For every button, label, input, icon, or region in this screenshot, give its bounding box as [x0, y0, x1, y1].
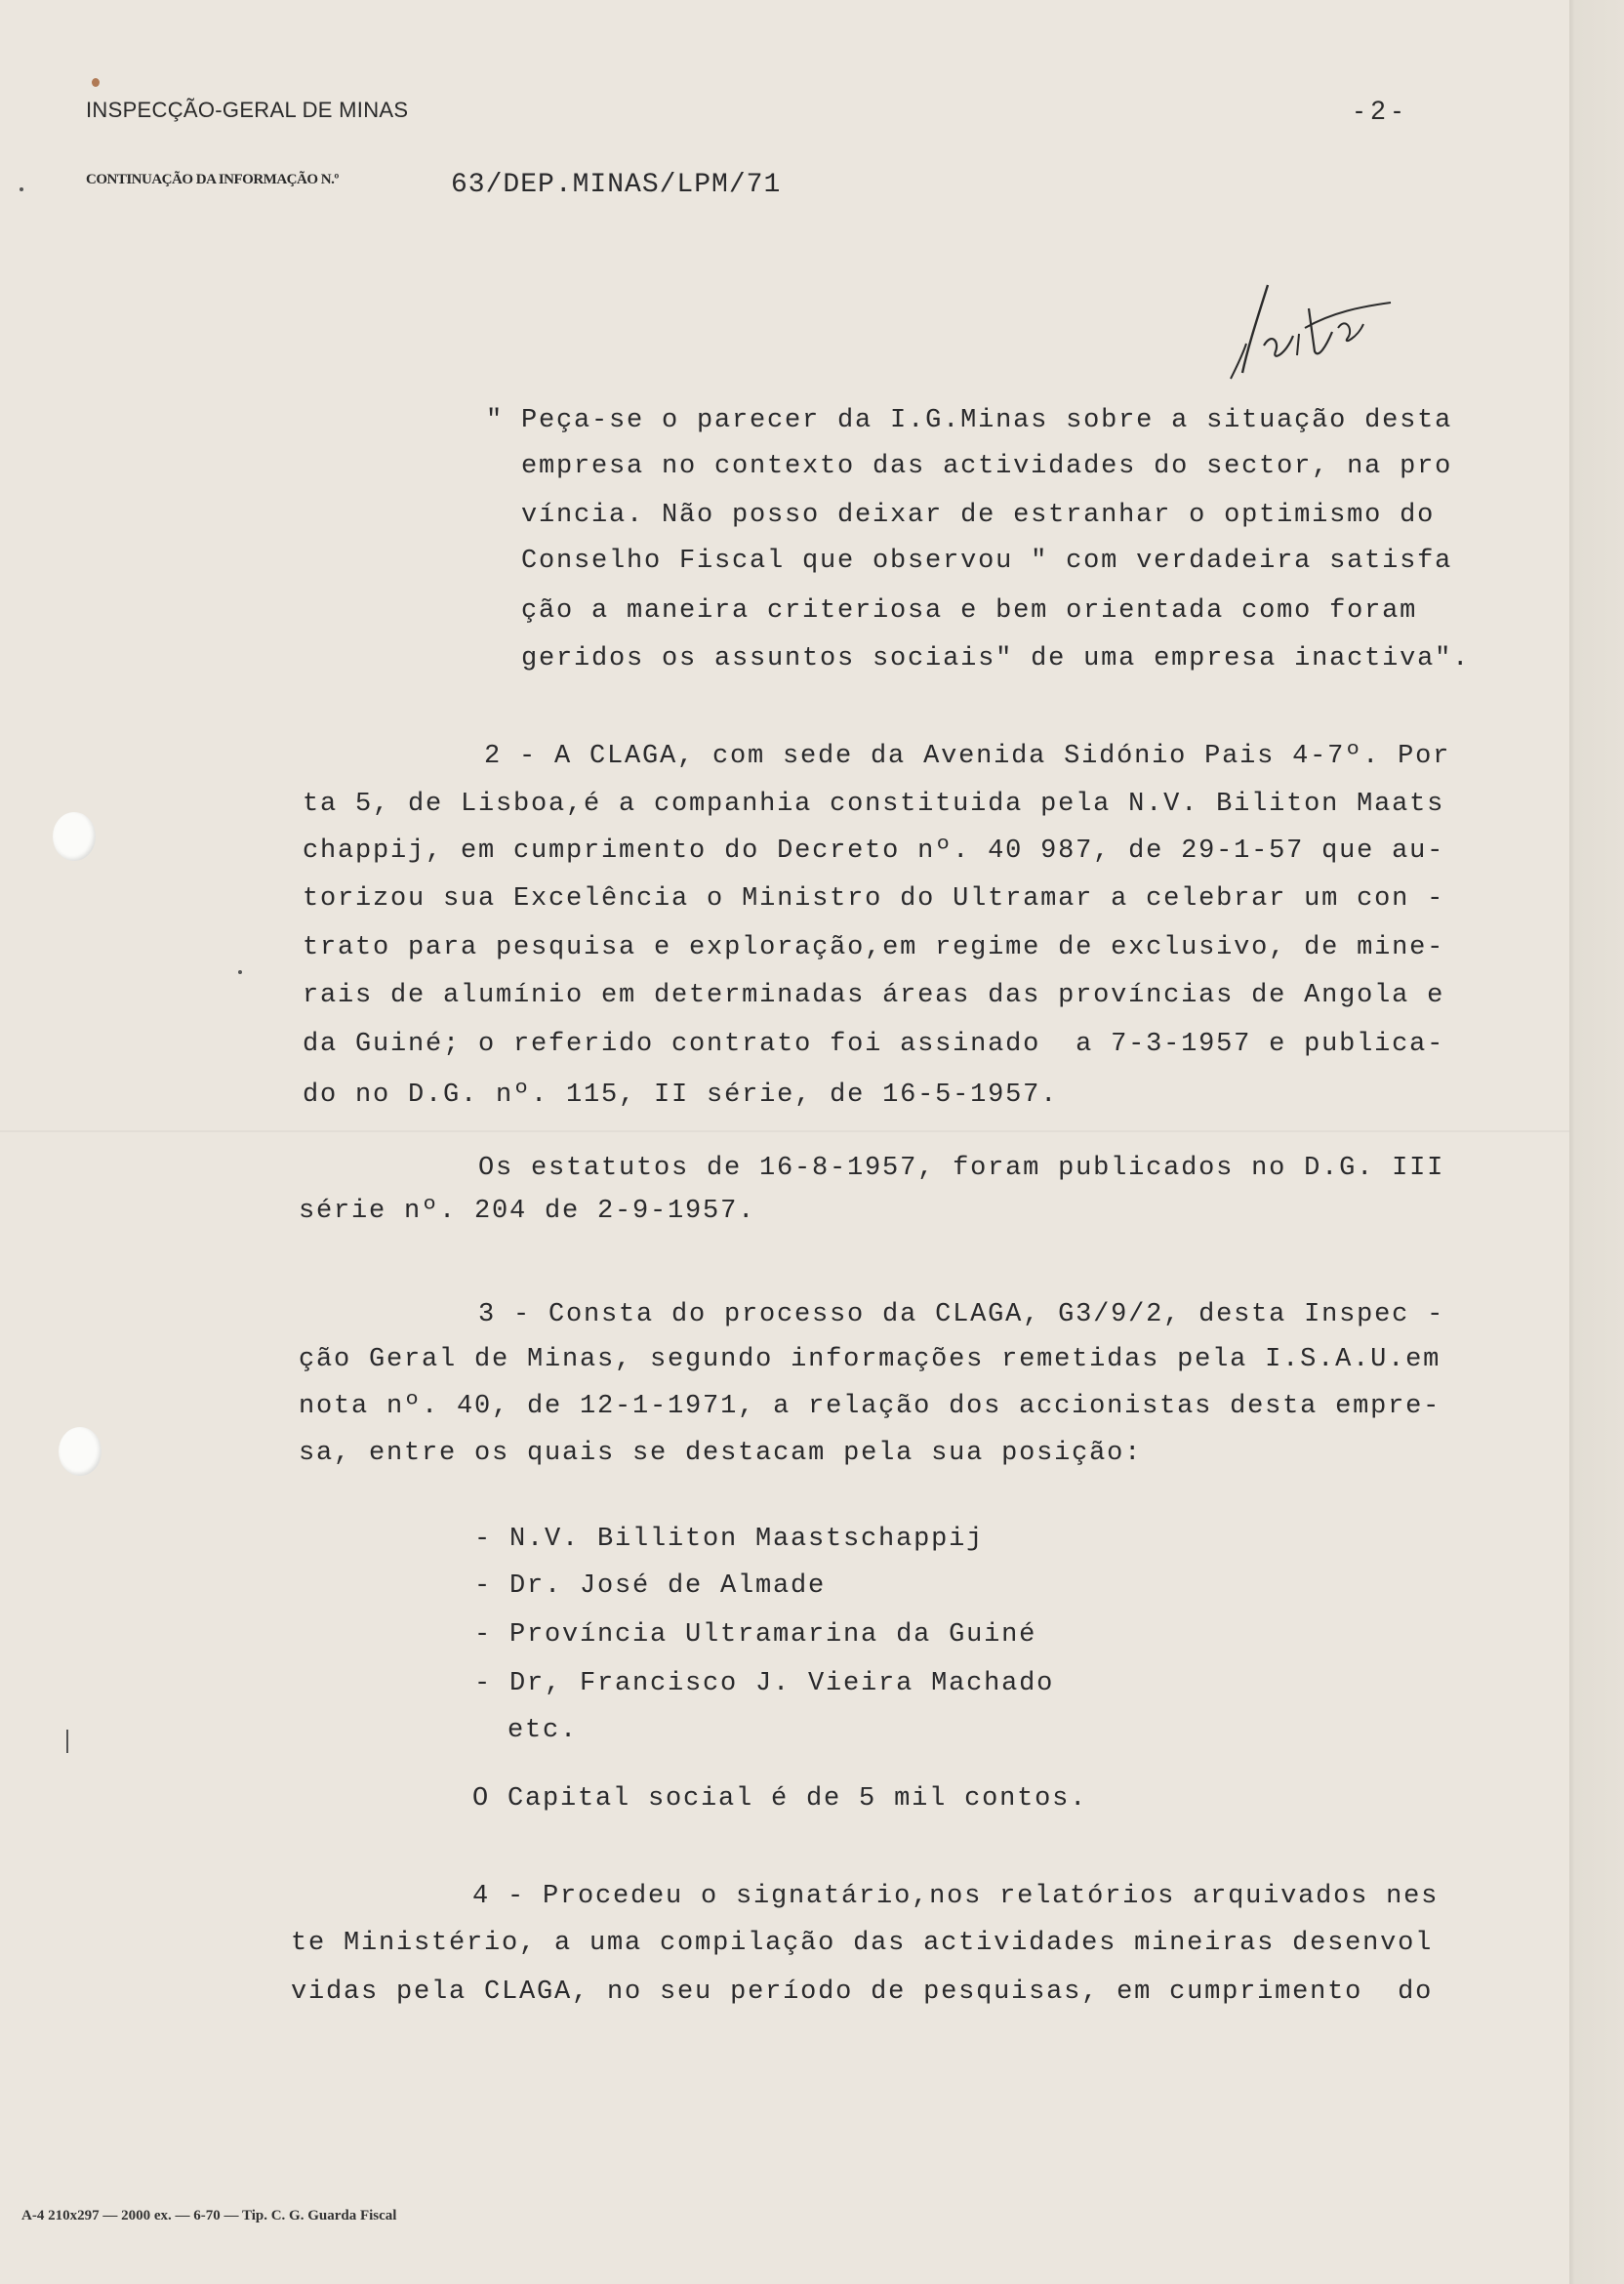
section-4-line: te Ministério, a uma compilação das actividades mineiras desenvol: [291, 1929, 1434, 1958]
section-3-line: 3 - Consta do processo da CLAGA, G3/9/2, desta Inspec -: [478, 1300, 1445, 1329]
handwritten-signature: [1225, 277, 1401, 389]
quote-line: víncia. Não posso deixar de estranhar o optimismo do: [521, 501, 1436, 530]
section-2-line: trato para pesquisa e exploração,em regime de exclusivo, de mine-: [303, 933, 1445, 962]
organization-name: INSPECÇÃO-GERAL DE MINAS: [86, 98, 409, 122]
statutes-line: série nº. 204 de 2-9-1957.: [299, 1197, 756, 1226]
section-2-line: rais de alumínio em determinadas áreas das províncias de Angola e: [303, 981, 1445, 1010]
shareholder-item: - N.V. Billiton Maastschappij: [474, 1525, 985, 1554]
quote-line: geridos os assuntos sociais" de uma empresa inactiva".: [521, 644, 1471, 673]
paper-fold: [0, 1130, 1569, 1132]
section-2-line: do no D.G. nº. 115, II série, de 16-5-1957.: [303, 1081, 1059, 1110]
section-4-line: 4 - Procedeu o signatário,nos relatórios arquivados nes: [472, 1882, 1440, 1911]
shareholder-item: - Dr. José de Almade: [474, 1571, 827, 1601]
section-4-line: vidas pela CLAGA, no seu período de pesquisas, em cumprimento do: [291, 1978, 1434, 2007]
ink-speck: [66, 1730, 68, 1753]
ink-speck: [238, 970, 242, 974]
section-2-line: 2 - A CLAGA, com sede da Avenida Sidónio Pais 4-7º. Por: [484, 742, 1451, 771]
continuation-label: CONTINUAÇÃO DA INFORMAÇÃO N.º: [86, 172, 339, 187]
capital-line: O Capital social é de 5 mil contos.: [472, 1784, 1088, 1814]
section-2-line: chappij, em cumprimento do Decreto nº. 40 987, de 29-1-57 que au-: [303, 836, 1445, 866]
ink-speck: [92, 78, 100, 87]
section-3-line: sa, entre os quais se destacam pela sua posição:: [299, 1439, 1143, 1468]
statutes-line: Os estatutos de 16-8-1957, foram publicados no D.G. III: [478, 1154, 1445, 1183]
ink-speck: [20, 187, 23, 191]
printer-footer: A-4 210x297 — 2000 ex. — 6-70 — Tip. C. G. Guarda Fiscal: [21, 2208, 397, 2223]
section-2-line: da Guiné; o referido contrato foi assinado a 7-3-1957 e publica-: [303, 1030, 1445, 1059]
shareholder-item: - Província Ultramarina da Guiné: [474, 1620, 1037, 1650]
section-3-line: nota nº. 40, de 12-1-1971, a relação dos accionistas desta empre-: [299, 1392, 1441, 1421]
continuation-number: 63/DEP.MINAS/LPM/71: [451, 170, 782, 200]
section-2-line: torizou sua Excelência o Ministro do Ultramar a celebrar um con -: [303, 884, 1445, 914]
quote-line: " Peça-se o parecer da I.G.Minas sobre a situação desta: [486, 406, 1453, 435]
quote-line: Conselho Fiscal que observou " com verdadeira satisfa: [521, 547, 1453, 576]
shareholder-item: - Dr, Francisco J. Vieira Machado: [474, 1669, 1055, 1698]
quote-line: empresa no contexto das actividades do sector, na pro: [521, 452, 1453, 481]
page-number: - 2 -: [1355, 96, 1402, 125]
page-edge-shadow: [1569, 0, 1624, 2284]
section-2-line: ta 5, de Lisboa,é a companhia constituida pela N.V. Biliton Maats: [303, 790, 1445, 819]
shareholder-item: etc.: [508, 1716, 579, 1745]
punch-hole: [59, 1427, 102, 1476]
quote-line: ção a maneira criteriosa e bem orientada como foram: [521, 596, 1418, 626]
punch-hole: [53, 812, 96, 861]
section-3-line: ção Geral de Minas, segundo informações remetidas pela I.S.A.U.em: [299, 1345, 1441, 1374]
